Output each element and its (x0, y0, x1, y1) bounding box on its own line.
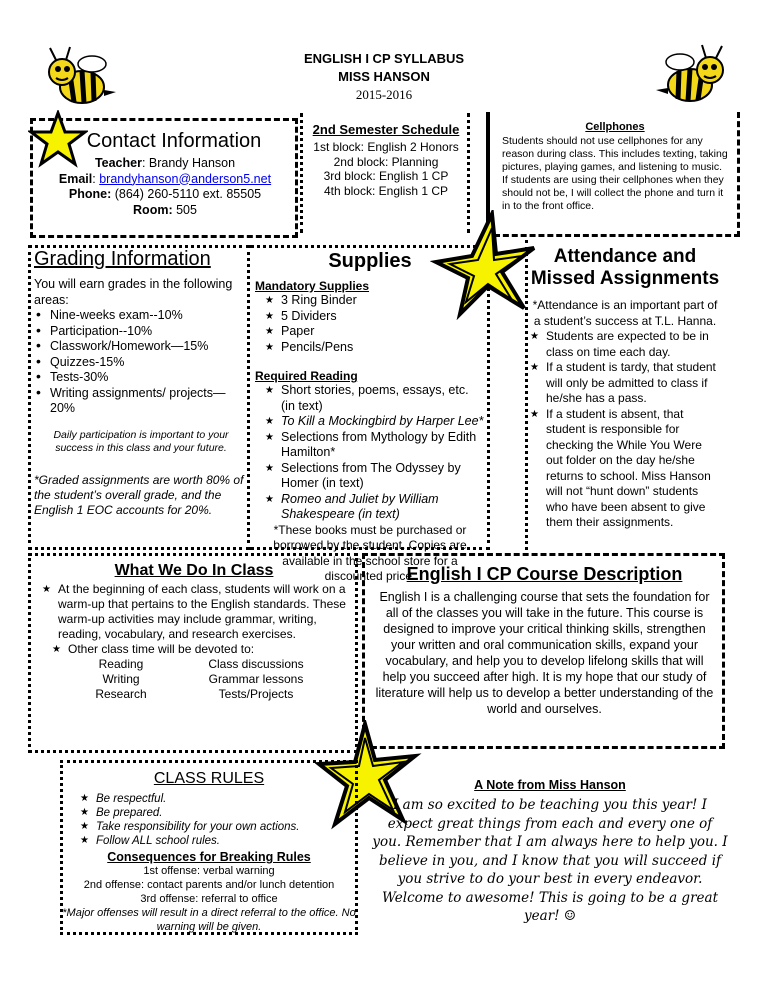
reading-list (265, 383, 485, 523)
grading-list (34, 308, 248, 417)
major-offense-note: *Major offenses will result in a direct referral to the office. No warning will be given. (62, 907, 356, 933)
cellphones-text: Students should not use cellphones for any reason during class. This includes texting, taking pictures, playing games, and listening to music. If students are using their cellphones when they should not be, I will collect the phone and turn it in to the front office. (502, 135, 728, 212)
school-year: 2015-2016 (355, 87, 413, 102)
grading-item: • Writing assignments/ projects—20% (34, 386, 248, 417)
activities-col-2 (196, 657, 316, 702)
schedule-item: 1st block: English 2 Honors (313, 140, 459, 154)
activities-col-1 (46, 657, 196, 702)
room-label: Room: (133, 202, 173, 217)
attendance-item: ★ Students are expected to be in class on time each day. (530, 329, 720, 360)
attendance-item: ★ If a student is tardy, that student will only be admitted to class if he/she has a pass. (530, 360, 720, 407)
rules-list (80, 792, 356, 848)
supplies-title: Supplies (328, 250, 412, 272)
mandatory-item: ★ Paper (265, 324, 485, 340)
grading-item: • Nine-weeks exam--10% (34, 308, 248, 324)
contact-details (40, 156, 290, 218)
attendance-title: Attendance and Missed Assignments (530, 246, 720, 289)
rule-item: ★ Follow ALL school rules. (80, 834, 356, 848)
grading-item: • Participation--10% (34, 324, 248, 340)
reading-item: ★ Selections from Mythology by Edith Hamilton* (265, 430, 485, 461)
bee-mascot-left-icon (40, 42, 120, 112)
email-link[interactable]: brandyhanson@anderson5.net (99, 171, 272, 186)
consequences-title: Consequences for Breaking Rules (107, 850, 311, 864)
phone-number: (864) 260-5110 ext. 85505 (111, 187, 262, 201)
whatwedo-item: ★ Other class time will be devoted to: (52, 642, 352, 657)
reading-item: ★ Short stories, poems, essays, etc. (in text) (265, 383, 485, 414)
mandatory-title: Mandatory Supplies (255, 279, 370, 293)
divider (525, 240, 529, 550)
teacher-name: : Brandy Hanson (141, 156, 236, 170)
grading-title: Grading Information (34, 248, 211, 270)
email-separator: : (92, 171, 100, 186)
activity-item: Grammar lessons (208, 672, 304, 686)
activities-grid (36, 657, 352, 702)
activity-item: Research (95, 687, 147, 701)
rules-section (62, 770, 356, 934)
attendance-intro: *Attendance is an important part of a student’s success at T.L. Hanna. (532, 298, 718, 328)
schedule-item: 2nd block: Planning (333, 154, 439, 169)
consequences-list (62, 864, 356, 906)
reading-item: ★ Selections from The Odyssey by Homer (in text) (265, 461, 485, 492)
participation-note: Daily participation is important to your success in this class and your future. (53, 428, 229, 454)
whatwedo-list (42, 582, 352, 657)
syllabus-title: ENGLISH I CP SYLLABUS (303, 51, 465, 66)
reading-item: ★ Romeo and Juliet by William Shakespeare (in text) (265, 492, 485, 523)
whatwedo-section (36, 562, 352, 702)
whatwedo-title: What We Do In Class (114, 562, 274, 579)
note-section (372, 778, 728, 926)
activity-item: Writing (102, 672, 140, 686)
attendance-item: ★ If a student is absent, that student is responsible for checking the While You Were out folder on the day he/she returns to school. Miss Hanson will not “hunt down” students who have been absent to give them their assignments. (530, 407, 720, 531)
note-text: I am so excited to be teaching you this year! I expect great things from each and every one of you. Remember that I am always here to help you. I believe in you, and I know that you will succeed if you strive to do your best in every endeavor. Welcome to awesome! This is going to be a great year! ☺ (372, 797, 728, 924)
reading-item: ★ To Kill a Mockingbird by Harper Lee* (265, 414, 485, 430)
consequence-item: 2nd offense: contact parents and/or lunch detention (83, 879, 335, 891)
schedule-section (306, 122, 466, 198)
grading-item: • Quizzes-15% (34, 355, 248, 371)
schedule-list (306, 140, 466, 198)
phone-label: Phone: (68, 187, 112, 201)
note-title: A Note from Miss Hanson (474, 778, 626, 792)
email-label: Email (58, 171, 93, 186)
course-title: English I CP Course Description (406, 564, 683, 584)
teacher-label: Teacher (94, 156, 142, 170)
rules-title: CLASS RULES (153, 770, 265, 787)
attendance-list (530, 329, 720, 531)
activity-item: Reading (98, 657, 144, 671)
rule-item: ★ Be prepared. (80, 806, 356, 820)
bee-mascot-right-icon (652, 40, 732, 110)
mandatory-item: ★ Pencils/Pens (265, 340, 485, 356)
reading-title: Required Reading (255, 369, 358, 383)
consequence-item: 1st offense: verbal warning (143, 865, 275, 877)
grading-item: • Tests-30% (34, 370, 248, 386)
mandatory-item: ★ 3 Ring Binder (265, 293, 485, 309)
page-header (200, 50, 568, 103)
consequence-item: 3rd offense: referral to office (140, 893, 278, 905)
rule-item: ★ Take responsibility for your own actions. (80, 820, 356, 834)
activity-item: Class discussions (208, 657, 304, 671)
whatwedo-item: ★ At the beginning of each class, students will work on a warm-up that pertains to the English standards. These warm-up activities may include grammar, writing, reading, vocabulary, and research exercises. (42, 582, 352, 642)
books-note: *These books must be purchased or borrowed by the student. Copies are available in the school store for a discounted price. (273, 522, 467, 583)
course-section (372, 564, 717, 717)
room-number: 505 (172, 202, 197, 217)
course-text: English I is a challenging course that sets the foundation for all of the classes you will take in the future. This course is designed to improve your critical thinking skills, strengthen your written and oral communication skills, expand your vocabulary, and help you to develop lifelong skills that will help you succeed after high. It is my hope that our study of literature will help us to develop a better understanding of the world and ourselves. (375, 590, 714, 716)
cellphones-title: Cellphones (585, 121, 645, 133)
attendance-section (530, 246, 720, 531)
star-icon (430, 210, 540, 320)
schedule-title: 2nd Semester Schedule (312, 122, 460, 137)
grading-intro: You will earn grades in the following areas: (34, 277, 233, 307)
contact-title: Contact Information (86, 130, 262, 152)
activity-item: Tests/Projects (218, 687, 294, 701)
grading-section (34, 248, 248, 518)
teacher-title: MISS HANSON (338, 69, 430, 84)
grading-item: • Classwork/Homework—15% (34, 339, 248, 355)
schedule-item: 4th block: English 1 CP (323, 183, 449, 198)
mandatory-item: ★ 5 Dividers (265, 309, 485, 325)
graded-assignments-note: *Graded assignments are worth 80% of the student’s overall grade, and the English 1 EOC accounts for 20%. (34, 472, 244, 517)
cellphones-section (502, 121, 728, 213)
schedule-item: 3rd block: English 1 CP (323, 169, 449, 183)
rule-item: ★ Be respectful. (80, 792, 356, 806)
